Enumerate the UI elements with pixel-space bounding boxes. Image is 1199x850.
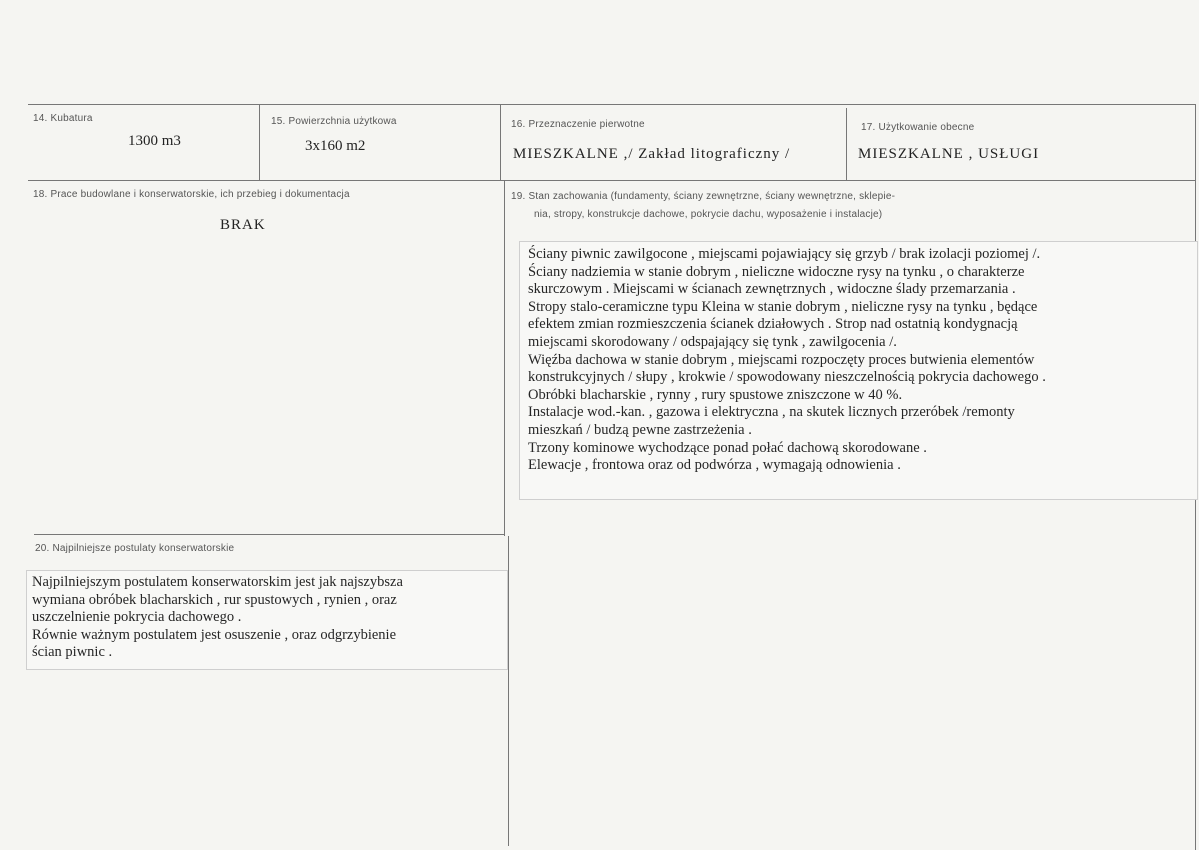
row-divider: [28, 180, 1196, 181]
field-15-label: 15. Powierzchnia użytkowa: [271, 116, 397, 127]
field-19-line: Ściany nadziemia w stanie dobrym , nieliczne widoczne rysy na tynku , o charakterze: [528, 263, 1025, 280]
field-20-line: wymiana obróbek blacharskich , rur spustowych , rynien , oraz: [32, 591, 397, 608]
field-19-label-line-1: 19. Stan zachowania (fundamenty, ściany zewnętrzne, ściany wewnętrzne, sklepie-: [511, 191, 896, 202]
field-17-value: MIESZKALNE , USŁUGI: [858, 146, 1040, 162]
field-18-label: 18. Prace budowlane i konserwatorskie, ich przebieg i dokumentacja: [33, 189, 350, 200]
field-19-label-line-2: nia, stropy, konstrukcje dachowe, pokrycie dachu, wyposażenie i instalacje): [534, 209, 883, 220]
field-20-label: 20. Najpilniejsze postulaty konserwatorskie: [35, 543, 235, 554]
field-19-line: Elewacje , frontowa oraz od podwórza , wymagają odnowienia .: [528, 457, 901, 474]
field-16-label: 16. Przeznaczenie pierwotne: [511, 119, 645, 130]
field-20-line: Równie ważnym postulatem jest osuszenie , oraz odgrzybienie: [32, 626, 397, 643]
field-15-value: 3x160 m2: [305, 138, 366, 154]
field-17-label: 17. Użytkowanie obecne: [861, 122, 975, 133]
field-19-text: [528, 246, 1046, 475]
divider-18-20: [34, 534, 504, 535]
field-19-line: Instalacje wod.-kan. , gazowa i elektryczna , na skutek licznych przeróbek /remonty: [528, 404, 1015, 421]
field-14-value: 1300 m3: [128, 133, 181, 149]
field-20-line: ścian piwnic .: [32, 644, 113, 661]
field-19-line: mieszkań / budzą pewne zastrzeżenia .: [528, 421, 752, 438]
col-divider-15-16: [500, 105, 501, 181]
field-19-line: Trzony kominowe wychodzące ponad połać dachową skorodowane .: [528, 439, 927, 456]
field-16-value: MIESZKALNE ,/ Zakład litograficzny /: [513, 146, 791, 162]
field-14-label: 14. Kubatura: [33, 113, 93, 124]
field-19-line: miejscami skorodowany / odspajający się tynk , zawilgocenia /.: [528, 333, 897, 350]
col-divider-14-15: [259, 105, 260, 181]
field-19-line: skurczowym . Miejscami w ścianach zewnętrznych , widoczne ślady przemarzania .: [528, 281, 1016, 298]
field-19-line: Stropy stalo-ceramiczne typu Kleina w stanie dobrym , nieliczne rysy na tynku , będące: [528, 298, 1038, 315]
col-divider-16-17: [846, 108, 847, 181]
col-divider-lower: [508, 536, 509, 846]
field-19-line: konstrukcyjnych / słupy , krokwie / spowodowany nieszczelnością pokrycia dachowego .: [528, 369, 1046, 386]
field-20-line: uszczelnienie pokrycia dachowego .: [32, 609, 242, 626]
field-19-line: efektem zmian rozmieszczenia ścianek działowych . Strop nad ostatnią kondygnacją: [528, 316, 1018, 333]
field-19-line: Więźba dachowa w stanie dobrym , miejscami rozpoczęty proces butwienia elementów: [528, 351, 1035, 368]
field-20-text: [32, 574, 403, 662]
field-18-value: BRAK: [220, 217, 266, 233]
field-19-line: Ściany piwnic zawilgocone , miejscami pojawiający się grzyb / brak izolacji poziomej /.: [528, 246, 1041, 262]
col-divider-main: [504, 181, 505, 536]
field-20-line: Najpilniejszym postulatem konserwatorskim jest jak najszybsza: [32, 574, 403, 590]
field-19-line: Obróbki blacharskie , rynny , rury spustowe zniszczone w 40 %.: [528, 386, 903, 403]
top-border: [28, 104, 1196, 105]
